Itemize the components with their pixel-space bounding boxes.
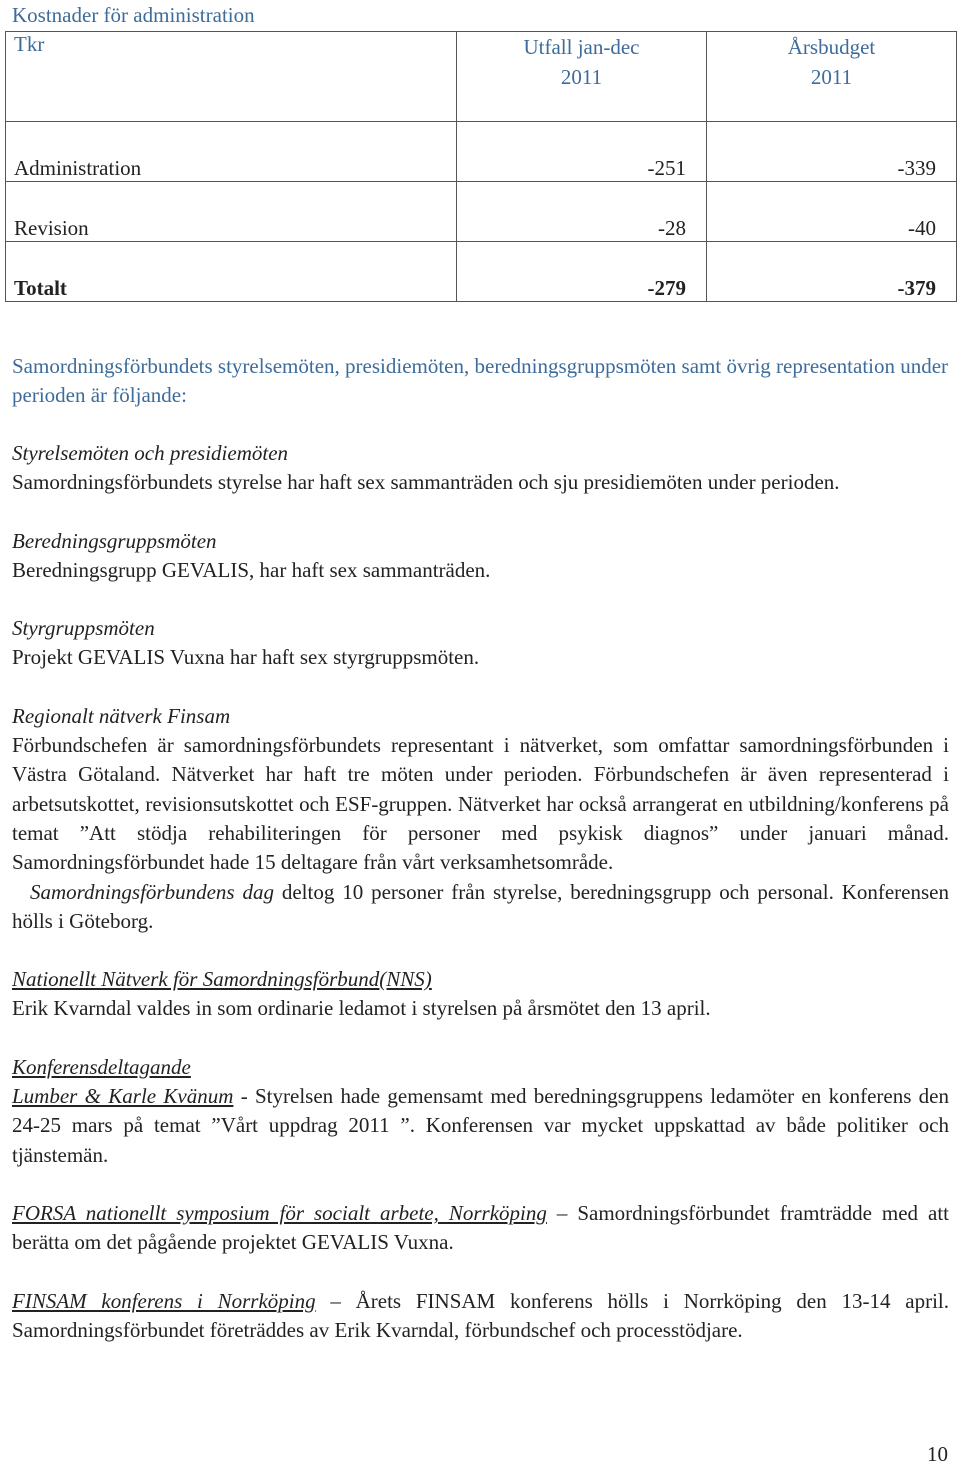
cost-table [5,31,957,302]
regionalt-title: Regionalt nätverk Finsam [12,703,231,728]
lumber-paragraph [12,1082,949,1170]
beredning-title: Beredningsgruppsmöten [12,528,217,553]
forsa-title: FORSA nationellt symposium för socialt arbete, Norrköping [12,1200,547,1225]
styrgrupp-title: Styrgruppsmöten [12,616,155,641]
finsam-paragraph [12,1287,949,1346]
section-heading: Kostnader för administration [12,3,255,27]
styrelse-text: Samordningsförbundets styrelse har haft sex sammanträden och sju presidiemöten under perioden. [12,470,840,495]
document-body [12,352,949,1345]
dag-paragraph [12,878,949,937]
table-row-total [6,242,957,302]
row-utfall: -28 [457,182,707,242]
row-label: Revision [6,182,457,242]
header-tkr: Tkr [6,32,457,122]
table-row [6,182,957,242]
konferens-title: Konferensdeltagande [12,1054,191,1079]
dag-text: deltog 10 personer från styrelse, beredningsgrupp och personal. Konferensen hölls i Göteborg. [12,879,949,933]
regionalt-text: Förbundschefen är samordningsförbundets representant i nätverket, som omfattar samordningsförbunden i Västra Götaland. Nätverket har haft tre möten under perioden. Förbundschefen är även representerad i arbetsutskottet, revisionsutskottet och ESF-gruppen. Nätverket har också arrangerat en utbildning/konferens på temat ”Att stödja rehabiliteringen för personer med psykisk diagnos” under januari månad. Samordningsförbundet hade 15 deltagare från vårt verksamhetsområde. [12,733,949,875]
nns-text: Erik Kvarndal valdes in som ordinarie ledamot i styrelsen på årsmötet den 13 april. [12,996,711,1021]
header-budget-line2: 2011 [810,65,853,89]
forsa-paragraph [12,1199,949,1258]
header-budget-line1: Årsbudget [787,35,876,59]
row-budget: -40 [707,182,957,242]
intro-heading: Samordningsförbundets styrelsemöten, presidiemöten, beredningsgruppsmöten samt övrig representation under perioden är följande: [12,354,949,407]
header-utfall-line2: 2011 [560,65,603,89]
dag-title: Samordningsförbundens dag [30,879,274,904]
row-utfall: -279 [457,242,707,302]
styrelse-title: Styrelsemöten och presidiemöten [12,441,289,465]
table-row [6,122,957,182]
row-budget: -379 [707,242,957,302]
table-header-row [6,32,957,122]
header-utfall-line1: Utfall jan-dec [523,35,640,59]
row-label: Totalt [6,242,457,302]
row-utfall: -251 [457,122,707,182]
header-utfall [457,32,707,122]
nns-title: Nationellt Nätverk för Samordningsförbund(NNS) [12,967,432,992]
lumber-title: Lumber & Karle Kvänum [12,1084,234,1109]
page-number: 10 [927,1442,948,1466]
styrgrupp-text: Projekt GEVALIS Vuxna har haft sex styrgruppsmöten. [12,645,480,670]
row-label: Administration [6,122,457,182]
lumber-text: - Styrelsen hade gemensamt med beredningsgruppens ledamöter en konferens den 24-25 mars på temat ”Vårt uppdrag 2011 ”. Konferensen var mycket uppskattad av både politiker och tjänstemän. [12,1084,949,1167]
header-budget [707,32,957,122]
forsa-text: – Samordningsförbundet framträdde med att berätta om det pågående projektet GEVALIS Vuxna. [12,1200,949,1255]
row-budget: -339 [707,122,957,182]
finsam-text: – Årets FINSAM konferens hölls i Norrköping den 13-14 april. Samordningsförbundet företräddes av Erik Kvarndal, förbundschef och processtödjare. [12,1288,949,1342]
finsam-title: FINSAM konferens i Norrköping [12,1288,316,1313]
beredning-text: Beredningsgrupp GEVALIS, har haft sex sammanträden. [12,557,491,582]
